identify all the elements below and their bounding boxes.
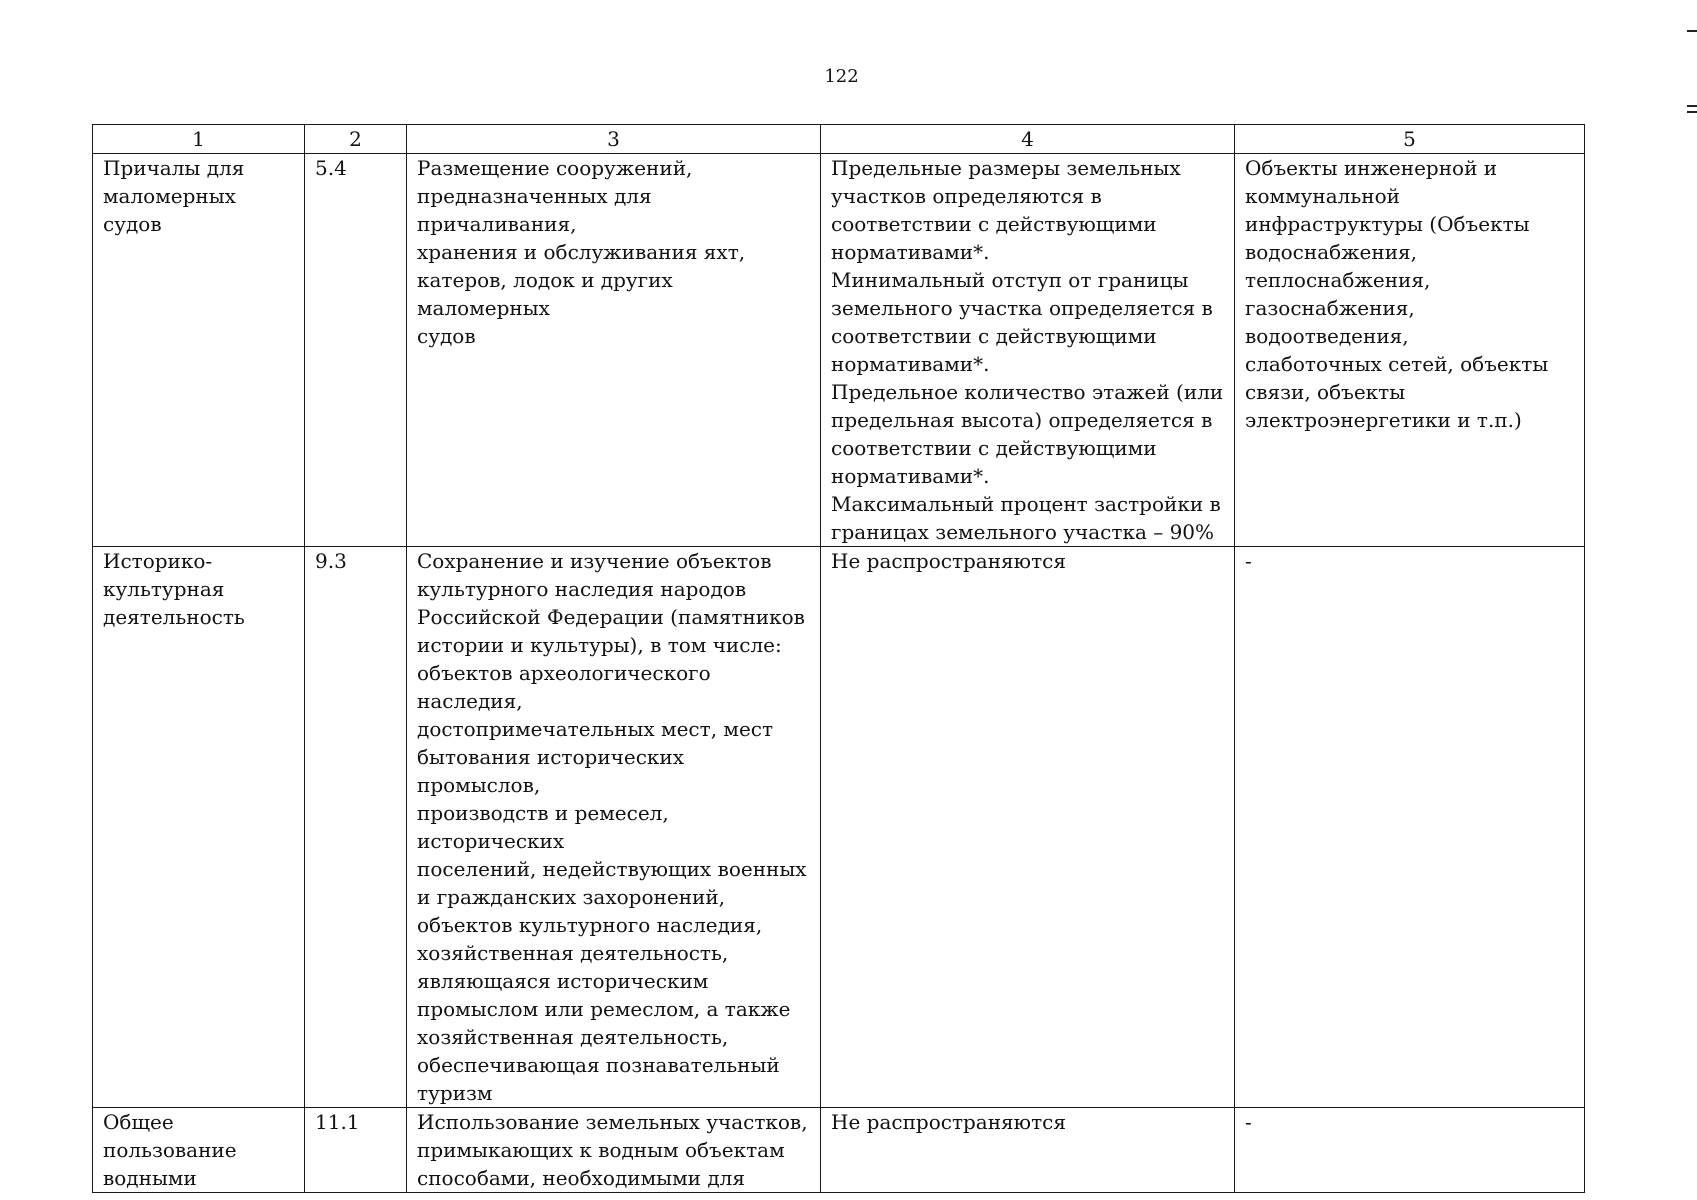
scan-edge-mark [1687,30,1697,32]
use-code-cell: 9.3 [305,547,407,1108]
land-use-table [92,124,1585,1193]
use-name-cell: Историко- культурная деятельность [93,547,305,1108]
use-description-cell: Сохранение и изучение объектов культурного наследия народов Российской Федерации (памятников истории и культуры), в том числе: объектов археологического наследия, достопримечательных мест, мест бытования исторических промыслов, производств и ремесел, исторических поселений, недействующих военных и гражданских захоронений, объектов культурного наследия, хозяйственная деятельность, являющаяся историческим промыслом или ремеслом, а также хозяйственная деятельность, обеспечивающая познавательный туризм [407,547,821,1108]
page-number: 122 [824,66,859,87]
scan-edge-mark [1687,105,1697,107]
column-header-4: 4 [821,125,1235,154]
column-header-1: 1 [93,125,305,154]
parameters-cell: Не распространяются [821,547,1235,1108]
auxiliary-uses-cell: - [1235,547,1585,1108]
table-row [93,547,1585,1108]
scan-edge-mark [1687,111,1697,113]
use-description-cell: Размещение сооружений, предназначенных для причаливания, хранения и обслуживания яхт, катеров, лодок и других маломерных судов [407,154,821,547]
table-row [93,154,1585,547]
column-header-3: 3 [407,125,821,154]
auxiliary-uses-cell: - [1235,1108,1585,1193]
table-row [93,1108,1585,1193]
use-name-cell: Общее пользование водными [93,1108,305,1193]
column-header-5: 5 [1235,125,1585,154]
parameters-cell: Не распространяются [821,1108,1235,1193]
use-name-cell: Причалы для маломерных судов [93,154,305,547]
column-header-2: 2 [305,125,407,154]
use-code-cell: 5.4 [305,154,407,547]
auxiliary-uses-cell: Объекты инженерной и коммунальной инфраструктуры (Объекты водоснабжения, теплоснабжения, газоснабжения, водоотведения, слаботочных сетей, объекты связи, объекты электроэнергетики и т.п.) [1235,154,1585,547]
use-code-cell: 11.1 [305,1108,407,1193]
use-description-cell: Использование земельных участков, примыкающих к водным объектам способами, необходимыми для [407,1108,821,1193]
parameters-cell: Предельные размеры земельных участков определяются в соответствии с действующими нормативами*. Минимальный отступ от границы земельного участка определяется в соответствии с действующими нормативами*. Предельное количество этажей (или предельная высота) определяется в соответствии с действующими нормативами*. Максимальный процент застройки в границах земельного участка – 90% [821,154,1235,547]
header-row [93,125,1585,154]
